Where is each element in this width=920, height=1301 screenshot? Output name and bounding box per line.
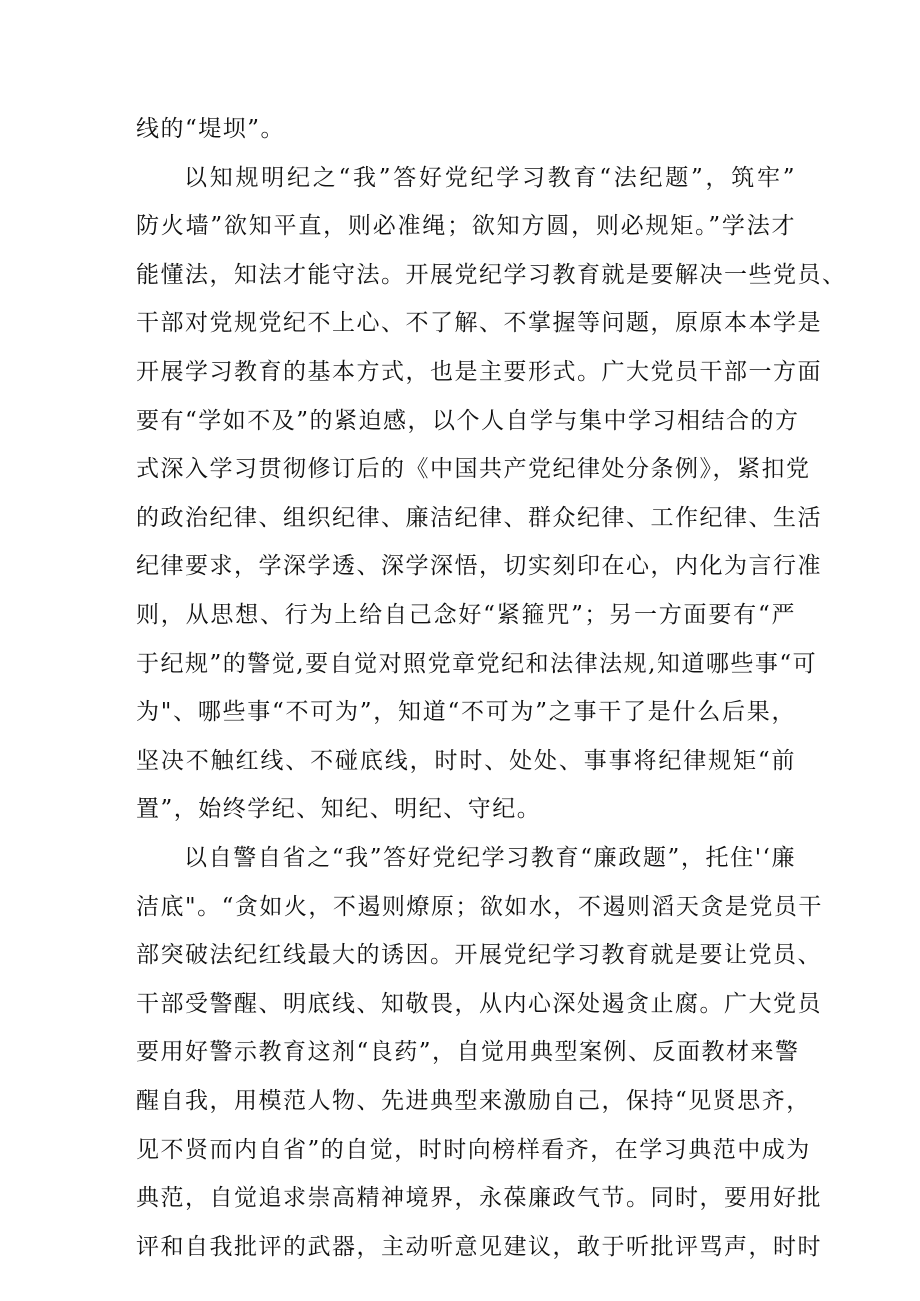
text-line: 评和自我批评的武器，主动听意见建议，敢于听批评骂声，时时: [136, 1233, 822, 1260]
text-line: 式深入学习贯彻修订后的《中国共产党纪律处分条例》，紧扣党: [136, 456, 811, 483]
text-line: 干部受警醒、明底线、知敬畏，从内心深处遏贪止腐。广大党员: [136, 990, 822, 1017]
text-line: 能懂法，知法才能守法。开展党纪学习教育就是要解决一些党员、: [136, 261, 847, 288]
text-line: 醒自我，用模范人物、先进典型来激励自己，保持“见贤思齐，: [136, 1088, 811, 1114]
text-line: 的政治纪律、组织纪律、廉洁纪律、群众纪律、工作纪律、生活: [136, 504, 822, 531]
text-line: 干部对党规党纪不上心、不了解、不掌握等问题，原原本本学是: [136, 310, 822, 337]
text-line: 以知规明纪之“我”答好党纪学习教育“法纪题”，筑牢”: [184, 164, 796, 191]
text-line: 见不贤而内自省”的自觉，时时向榜样看齐，在学习典范中成为: [136, 1136, 811, 1163]
text-line: 要用好警示教育这剂“良药”，自觉用典型案例、反面教材来警: [136, 1039, 800, 1066]
text-line: 典范，自觉追求崇高精神境界，永葆廉政气节。同时，要用好批: [136, 1185, 822, 1212]
text-line: 防火墙”欲知平直，则必准绳；欲知方圆，则必规矩。”学法才: [136, 213, 796, 240]
text-line: 洁底"。“贪如火，不遏则燎原；欲如水，不遏则滔天贪是党员干: [136, 893, 823, 920]
text-line: 线的“堤坝”。: [136, 116, 286, 142]
text-line: 置”，始终学纪、知纪、明纪、守纪。: [136, 796, 542, 823]
text-line: 于纪规”的警觉,要自觉对照党章党纪和法律法规,知道哪些事“可: [136, 650, 818, 677]
text-line: 则，从思想、行为上给自己念好“紧箍咒”；另一方面要有“严: [136, 602, 796, 628]
text-line: 开展学习教育的基本方式，也是主要形式。广大党员干部一方面: [136, 359, 822, 385]
text-line: 坚决不触红线、不碰底线，时时、处处、事事将纪律规矩“前: [136, 747, 796, 774]
text-line: 为"、哪些事“不可为”，知道“不可为”之事干了是什么后果，: [136, 699, 796, 726]
text-line: 纪律要求，学深学透、深学深悟，切实刻印在心，内化为言行准: [136, 553, 822, 580]
text-line: 以自警自省之“我”答好党纪学习教育“廉政题”，托住'‘廉: [184, 845, 796, 871]
text-line: 要有“学如不及”的紧迫感，以个人自学与集中学习相结合的方: [136, 407, 800, 434]
text-line: 部突破法纪红线最大的诱因。开展党纪学习教育就是要让党员、: [136, 942, 822, 969]
